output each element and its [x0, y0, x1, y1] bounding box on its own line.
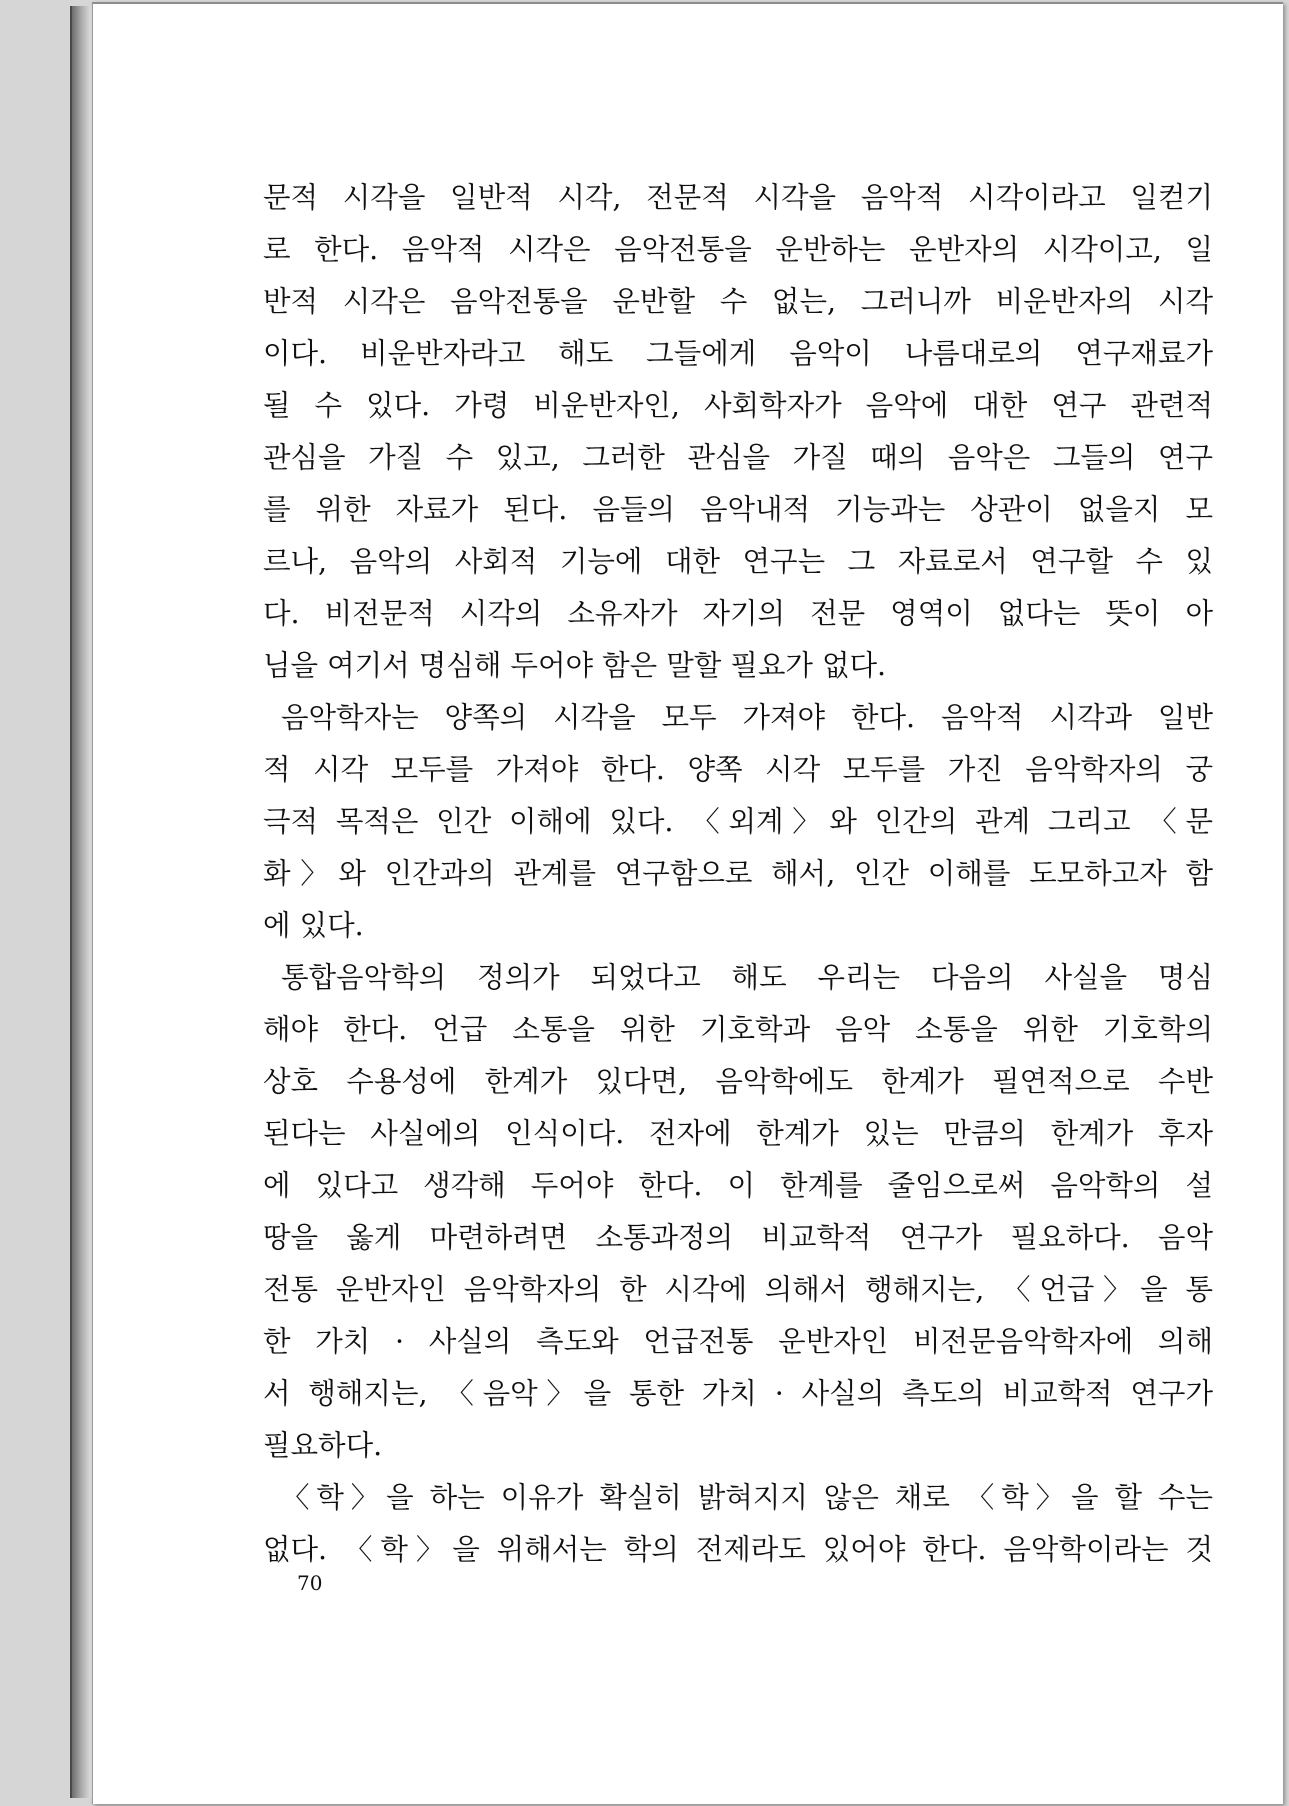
text-line: 전통 운반자인 음악학자의 한 시각에 의해서 행해지는, 〈언급〉을 통 — [263, 1273, 1213, 1306]
text-line: 극적 목적은 인간 이해에 있다. 〈외계〉와 인간의 관계 그리고 〈문 — [263, 805, 1213, 838]
text-line: 문적 시각을 일반적 시각, 전문적 시각을 음악적 시각이라고 일컫기 — [263, 181, 1213, 214]
text-line: 에 있다고 생각해 두어야 한다. 이 한계를 줄임으로써 음악학의 설 — [263, 1169, 1213, 1202]
text-line: 적 시각 모두를 가져야 한다. 양쪽 시각 모두를 가진 음악학자의 궁 — [263, 753, 1213, 786]
text-line: 한 가치 · 사실의 측도와 언급전통 운반자인 비전문음악학자에 의해 — [263, 1325, 1213, 1358]
text-line: 로 한다. 음악적 시각은 음악전통을 운반하는 운반자의 시각이고, 일 — [263, 233, 1213, 266]
page-number: 70 — [297, 1571, 323, 1595]
text-line: 없다. 〈학〉을 위해서는 학의 전제라도 있어야 한다. 음악학이라는 것 — [263, 1533, 1213, 1566]
text-line: 음악학자는 양쪽의 시각을 모두 가져야 한다. 음악적 시각과 일반 — [281, 701, 1213, 734]
body-text — [263, 172, 1213, 1576]
text-line: 화〉와 인간과의 관계를 연구함으로 해서, 인간 이해를 도모하고자 함 — [263, 857, 1213, 890]
text-line: 땅을 옳게 마련하려면 소통과정의 비교학적 연구가 필요하다. 음악 — [263, 1221, 1213, 1254]
text-line: 상호 수용성에 한계가 있다면, 음악학에도 한계가 필연적으로 수반 — [263, 1065, 1213, 1098]
text-line: 된다는 사실에의 인식이다. 전자에 한계가 있는 만큼의 한계가 후자 — [263, 1117, 1213, 1150]
text-line: 관심을 가질 수 있고, 그러한 관심을 가질 때의 음악은 그들의 연구 — [263, 441, 1213, 474]
text-line: 다. 비전문적 시각의 소유자가 자기의 전문 영역이 없다는 뜻이 아 — [263, 597, 1213, 630]
text-line: 님을 여기서 명심해 두어야 함은 말할 필요가 없다. — [263, 649, 887, 682]
text-line: 반적 시각은 음악전통을 운반할 수 없는, 그러니까 비운반자의 시각 — [263, 285, 1213, 318]
text-line: 르나, 음악의 사회적 기능에 대한 연구는 그 자료로서 연구할 수 있 — [263, 545, 1213, 578]
text-line: 통합음악학의 정의가 되었다고 해도 우리는 다음의 사실을 명심 — [281, 961, 1213, 994]
book-page — [92, 2, 1283, 1804]
text-line: 될 수 있다. 가령 비운반자인, 사회학자가 음악에 대한 연구 관련적 — [263, 389, 1213, 422]
text-line: 〈학〉을 하는 이유가 확실히 밝혀지지 않은 채로 〈학〉을 할 수는 — [281, 1481, 1213, 1514]
text-line: 를 위한 자료가 된다. 음들의 음악내적 기능과는 상관이 없을지 모 — [263, 493, 1213, 526]
text-line: 해야 한다. 언급 소통을 위한 기호학과 음악 소통을 위한 기호학의 — [263, 1013, 1213, 1046]
text-line: 에 있다. — [263, 909, 364, 942]
text-line: 서 행해지는, 〈음악〉을 통한 가치 · 사실의 측도의 비교학적 연구가 — [263, 1377, 1213, 1410]
text-line: 이다. 비운반자라고 해도 그들에게 음악이 나름대로의 연구재료가 — [263, 337, 1213, 370]
text-line: 필요하다. — [263, 1429, 383, 1462]
